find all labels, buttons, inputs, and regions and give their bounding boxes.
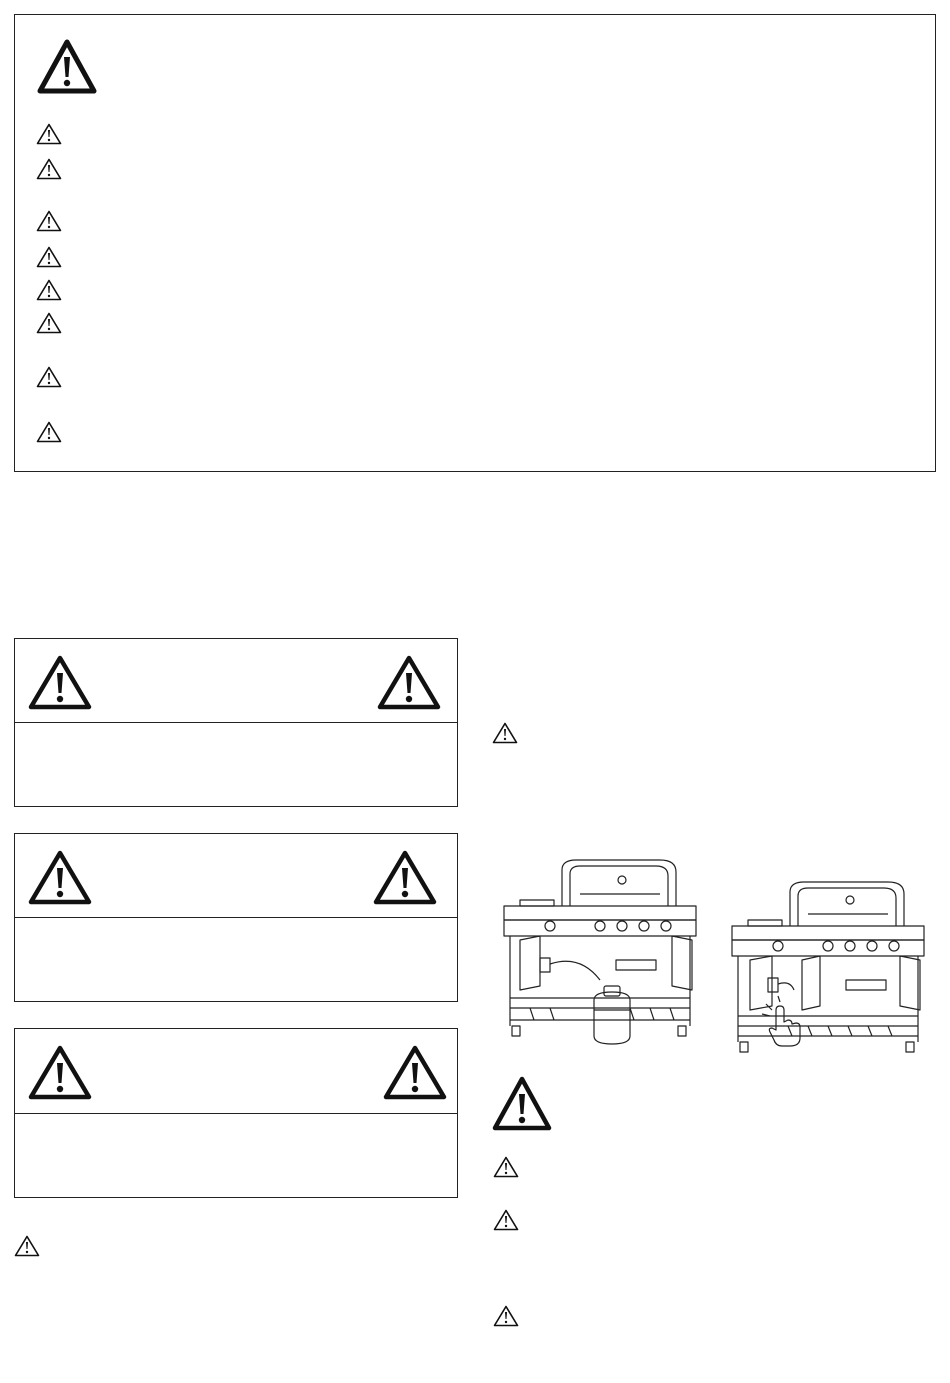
warning-box-3 <box>14 1028 458 1198</box>
warning-icon <box>36 312 62 334</box>
warning-icon <box>14 1235 40 1257</box>
large-warning-icon <box>37 39 97 95</box>
warning-icon <box>493 1305 519 1327</box>
warning-icon <box>36 366 62 388</box>
large-warning-icon <box>28 655 92 711</box>
warning-box-2 <box>14 833 458 1002</box>
grill-cabinet-hand-pointer-illustration <box>728 880 928 1062</box>
large-warning-icon <box>28 850 92 906</box>
warning-icon <box>36 279 62 301</box>
warning-icon <box>493 1209 519 1231</box>
box-divider <box>15 722 457 723</box>
warning-icon <box>36 210 62 232</box>
warning-icon <box>36 158 62 180</box>
warning-icon <box>36 421 62 443</box>
large-warning-icon <box>383 1045 447 1101</box>
warning-icon <box>36 246 62 268</box>
grill-with-gas-cylinder-illustration <box>500 858 700 1052</box>
large-warning-icon <box>377 655 441 711</box>
large-warning-icon <box>28 1045 92 1101</box>
warning-icon <box>492 722 518 744</box>
warning-icon <box>493 1156 519 1178</box>
large-warning-icon <box>492 1076 552 1132</box>
box-divider <box>15 1113 457 1114</box>
warning-icon <box>36 123 62 145</box>
large-warning-icon <box>373 850 437 906</box>
box-divider <box>15 917 457 918</box>
top-safety-box <box>14 14 936 472</box>
warning-box-1 <box>14 638 458 807</box>
